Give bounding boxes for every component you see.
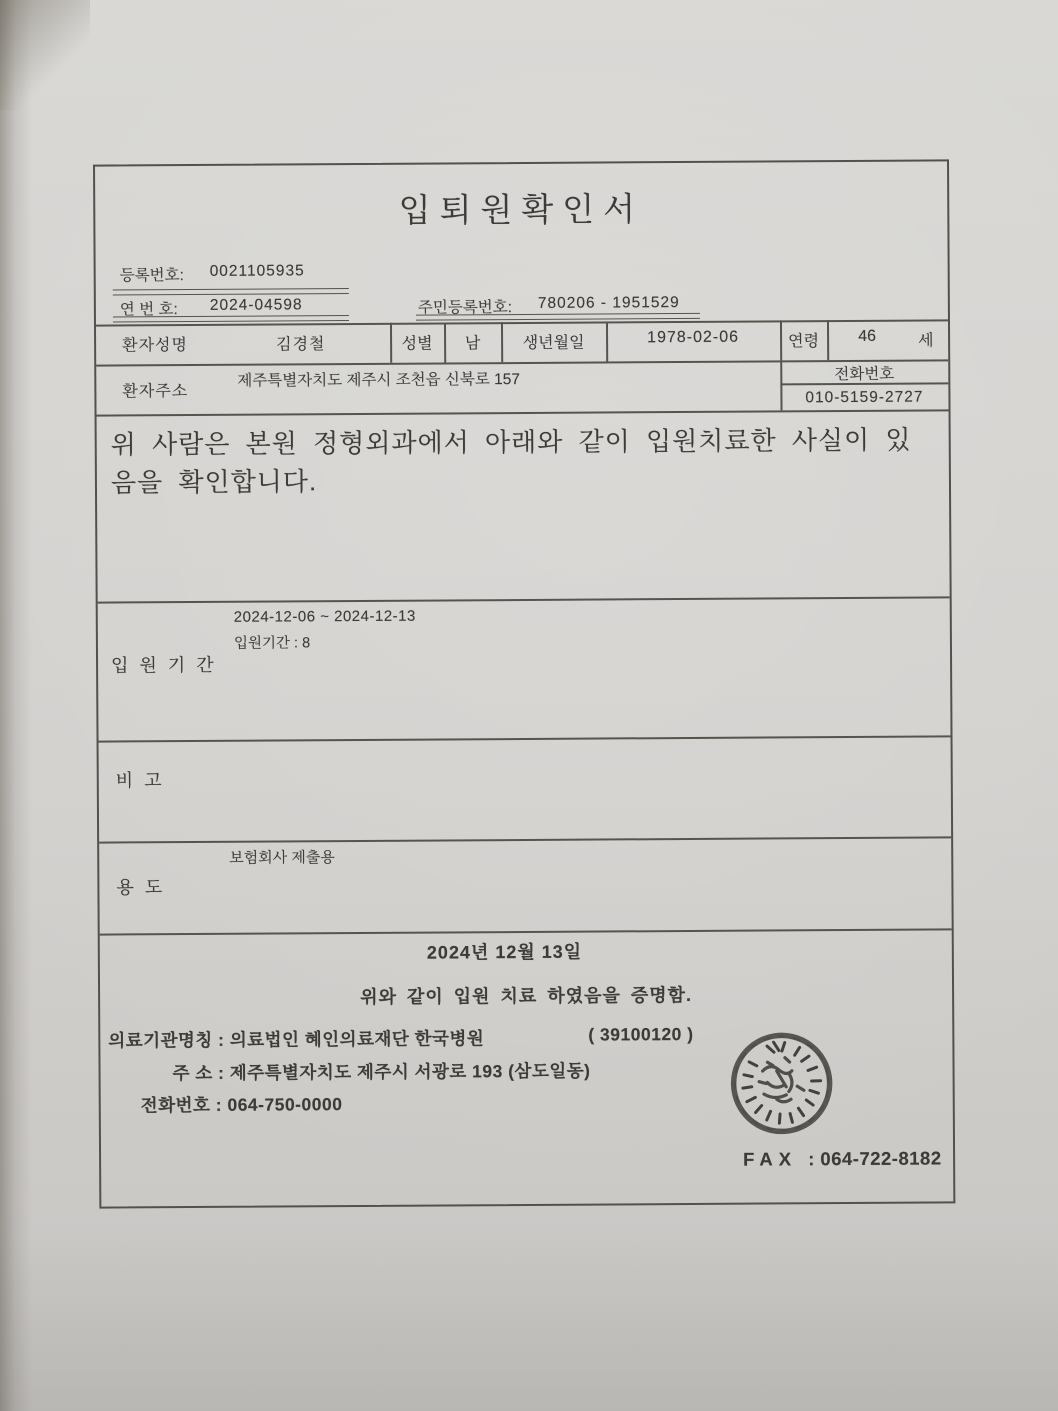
admission-period-label: 입 원 기 간 bbox=[111, 654, 217, 676]
admission-days: 입원기간 : 8 bbox=[233, 635, 311, 652]
document-title: 입퇴원확인서 bbox=[398, 190, 645, 229]
statement-line1: 위 사람은 본원 정형외과에서 아래와 같이 입원치료한 사실이 있 bbox=[110, 424, 912, 460]
serial-number-value: 2024-04598 bbox=[209, 296, 303, 314]
resident-number-value: 780206 - 1951529 bbox=[537, 294, 680, 312]
birthdate-label: 생년월일 bbox=[522, 334, 585, 352]
remarks-label: 비 고 bbox=[115, 770, 165, 791]
divider bbox=[113, 288, 349, 295]
age-value: 46 bbox=[858, 327, 877, 345]
purpose-value: 보험회사 제출용 bbox=[229, 849, 335, 867]
organization-address-line: 주 소 : 제주특별자치도 제주시 서광로 193 (삼도일동) bbox=[172, 1060, 591, 1084]
hospital-seal-icon bbox=[726, 1028, 837, 1139]
divider bbox=[100, 928, 952, 935]
patient-address-value: 제주특별자치도 제주시 조천읍 신북로 157 bbox=[237, 371, 521, 390]
patient-name-value: 김경철 bbox=[276, 336, 326, 354]
hospital-seal bbox=[726, 1028, 837, 1139]
statement-line2: 음을 확인합니다. bbox=[110, 466, 318, 498]
serial-number-label: 연 번 호: bbox=[119, 301, 178, 319]
organization-name-line: 의료기관명칭 : 의료법인 혜인의료재단 한국병원 bbox=[108, 1028, 485, 1051]
gender-value: 남 bbox=[464, 335, 481, 353]
admission-date-range: 2024-12-06 ~ 2024-12-13 bbox=[233, 607, 416, 626]
divider bbox=[98, 596, 950, 603]
divider bbox=[97, 409, 949, 416]
divider bbox=[416, 313, 700, 321]
bottom-shadow bbox=[0, 1231, 1058, 1411]
resident-number-label: 주민등록번호: bbox=[417, 299, 513, 317]
age-label: 연령 bbox=[788, 333, 820, 351]
gender-label: 성별 bbox=[401, 335, 433, 353]
fax-label: FAX : bbox=[743, 1148, 821, 1170]
issue-date: 2024년 12월 13일 bbox=[426, 941, 583, 963]
organization-code: ( 39100120 ) bbox=[588, 1023, 694, 1045]
document bbox=[93, 159, 955, 1208]
age-unit: 세 bbox=[918, 332, 934, 350]
divider bbox=[99, 735, 951, 742]
phone-value: 010-5159-2727 bbox=[805, 388, 924, 407]
certification-text: 위와 같이 입원 치료 하였음을 증명함. bbox=[360, 984, 693, 1007]
divider bbox=[99, 836, 951, 843]
patient-name-label: 환자성명 bbox=[122, 337, 188, 355]
purpose-label: 용 도 bbox=[116, 877, 166, 898]
patient-address-label: 환자주소 bbox=[122, 383, 189, 401]
fax-line bbox=[743, 1147, 942, 1170]
registration-number-label: 등록번호: bbox=[119, 267, 184, 285]
phone-label: 전화번호 bbox=[834, 365, 895, 384]
corner-shadow bbox=[0, 0, 90, 110]
registration-number-value: 0021105935 bbox=[209, 262, 305, 280]
divider bbox=[113, 315, 349, 322]
birthdate-value: 1978-02-06 bbox=[647, 328, 740, 347]
fax-value: 064-722-8182 bbox=[820, 1147, 942, 1170]
organization-phone-line: 전화번호 : 064-750-0000 bbox=[140, 1094, 343, 1116]
